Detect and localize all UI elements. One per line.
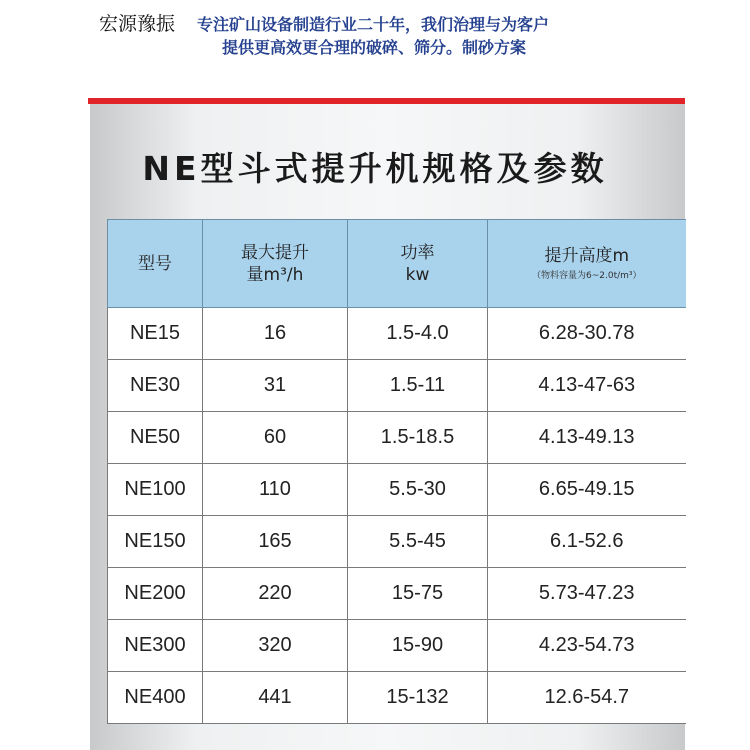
cell-power: 5.5-45 bbox=[348, 516, 488, 568]
table-row bbox=[108, 360, 686, 412]
header-capacity-line2: 量m³/h bbox=[246, 264, 304, 285]
cell-height: 4.13-49.13 bbox=[488, 412, 686, 464]
spec-table bbox=[107, 219, 686, 724]
cell-power: 15-132 bbox=[348, 672, 488, 724]
header-height bbox=[488, 220, 686, 308]
cell-capacity: 60 bbox=[203, 412, 348, 464]
header-height-note: （物料容量为6~2.0t/m³） bbox=[531, 271, 642, 281]
cell-power: 15-75 bbox=[348, 568, 488, 620]
header-model bbox=[108, 220, 203, 308]
header-power-line2: kw bbox=[405, 264, 430, 285]
table-row bbox=[108, 620, 686, 672]
cell-height: 4.23-54.73 bbox=[488, 620, 686, 672]
cell-height: 12.6-54.7 bbox=[488, 672, 686, 724]
cell-height: 6.65-49.15 bbox=[488, 464, 686, 516]
cell-height: 6.1-52.6 bbox=[488, 516, 686, 568]
table-row bbox=[108, 308, 686, 360]
header-power-line1: 功率 bbox=[400, 242, 435, 263]
cell-power: 1.5-4.0 bbox=[348, 308, 488, 360]
cell-model: NE200 bbox=[108, 568, 203, 620]
cell-height: 4.13-47-63 bbox=[488, 360, 686, 412]
header-height-line1: 提升高度m bbox=[544, 246, 630, 266]
header-model-label: 型号 bbox=[138, 253, 172, 274]
cell-power: 15-90 bbox=[348, 620, 488, 672]
cell-model: NE300 bbox=[108, 620, 203, 672]
cell-power: 1.5-11 bbox=[348, 360, 488, 412]
cell-capacity: 31 bbox=[203, 360, 348, 412]
header-capacity bbox=[203, 220, 348, 308]
table-header-row bbox=[108, 220, 686, 308]
cell-capacity: 220 bbox=[203, 568, 348, 620]
table-row bbox=[108, 568, 686, 620]
table-row bbox=[108, 672, 686, 724]
cell-model: NE30 bbox=[108, 360, 203, 412]
slogan-line-2: 提供更高效更合理的破碎、筛分。制砂方案 bbox=[222, 38, 527, 57]
cell-model: NE15 bbox=[108, 308, 203, 360]
cell-height: 6.28-30.78 bbox=[488, 308, 686, 360]
cell-model: NE100 bbox=[108, 464, 203, 516]
table-row bbox=[108, 464, 686, 516]
slogan-line-1: 专注矿山设备制造行业二十年，我们治理与为客户 bbox=[197, 15, 550, 34]
cell-capacity: 110 bbox=[203, 464, 348, 516]
cell-power: 5.5-30 bbox=[348, 464, 488, 516]
cell-power: 1.5-18.5 bbox=[348, 412, 488, 464]
header-capacity-line1: 最大提升 bbox=[241, 242, 309, 263]
header-power bbox=[348, 220, 488, 308]
table-row bbox=[108, 412, 686, 464]
cell-height: 5.73-47.23 bbox=[488, 568, 686, 620]
cell-model: NE150 bbox=[108, 516, 203, 568]
cell-capacity: 320 bbox=[203, 620, 348, 672]
cell-model: NE50 bbox=[108, 412, 203, 464]
cell-capacity: 16 bbox=[203, 308, 348, 360]
cell-capacity: 441 bbox=[203, 672, 348, 724]
cell-capacity: 165 bbox=[203, 516, 348, 568]
table-row bbox=[108, 516, 686, 568]
brand-name: 宏源豫振 bbox=[99, 13, 176, 35]
page-header bbox=[0, 0, 750, 70]
spec-title: NE型斗式提升机规格及参数 bbox=[142, 149, 608, 188]
cell-model: NE400 bbox=[108, 672, 203, 724]
